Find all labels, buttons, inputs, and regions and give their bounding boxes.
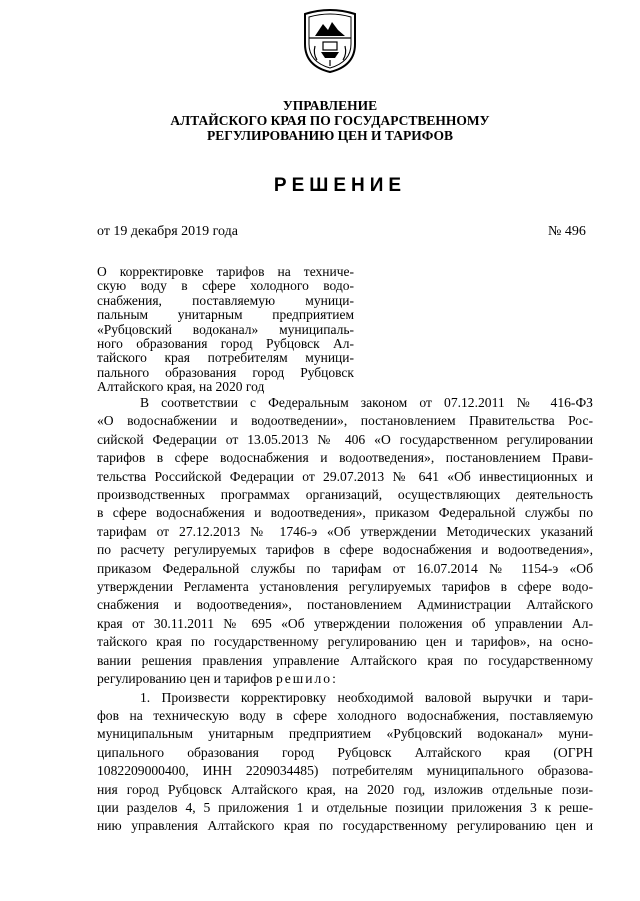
body-line: по расчету регулируемых тарифов в сфере водоснабжения и водоотведения»,	[97, 542, 593, 558]
subject-line: тайского края потребителям муници-	[97, 350, 354, 366]
subject-line: О корректировке тарифов на техниче-	[97, 264, 354, 279]
body-line: утверждении Регламента установления регулируемых тарифов в сфере водо-	[97, 579, 593, 595]
resolution-prefix: регулированию цен и тарифов	[97, 671, 276, 687]
body-line: 1082209000400, ИНН 2209034485) потребителям муниципального образова-	[97, 763, 593, 779]
document-subject	[97, 265, 354, 395]
org-line: РЕГУЛИРОВАНИЮ ЦЕН И ТАРИФОВ	[206, 128, 454, 143]
subject-line: пальным унитарным предприятием	[97, 307, 354, 323]
body-line: 1. Произвести корректировку необходимой валовой выручки и тари-	[140, 689, 593, 705]
body-line: производственных программах организаций, осуществляющих деятельность	[97, 487, 593, 503]
body-line: «О водоснабжении и водоотведении», постановлением Правительства Рос-	[97, 413, 593, 429]
subject-line: ного образования город Рубцовск Ал-	[97, 336, 354, 352]
body-line: края от 30.11.2011 № 695 «Об утверждении положения об управлении Ал-	[97, 615, 593, 631]
body-line: В соответствии с Федеральным законом от 07.12.2011 № 416-ФЗ	[140, 395, 593, 410]
subject-line: скую воду в сфере холодного водо-	[97, 278, 354, 294]
org-line: АЛТАЙСКОГО КРАЯ ПО ГОСУДАРСТВЕННОМУ	[170, 113, 490, 128]
body-line-resolution	[97, 670, 593, 688]
body-line: нию управления Алтайского края по государственному регулированию цен и	[97, 818, 593, 834]
body-line: тайского края по государственному регулированию цен и тарифов», на осно-	[97, 634, 593, 650]
coat-of-arms-icon	[301, 8, 359, 74]
body-line: ции разделов 4, 5 приложения 1 и отдельные позиции приложения 3 к реше-	[97, 799, 593, 815]
body-line: фов на техническую воду в сфере холодного водоснабжения, поставляемую	[97, 707, 593, 723]
document-number: № 496	[548, 224, 586, 239]
issuing-authority	[150, 98, 510, 143]
body-line: муниципальным унитарным предприятием «Рубцовский водоканал» муни-	[97, 726, 593, 742]
document-date: от 19 декабря 2019 года	[97, 224, 238, 239]
document-body	[97, 394, 593, 836]
body-line: вании решения правления управление Алтайского края по государственному	[97, 652, 593, 668]
body-line: ния город Рубцовск Алтайского края, на 2020 год, изложив отдельные пози-	[97, 781, 593, 797]
body-line: в сфере водоснабжения и водоотведения», приказом Федеральной службы по	[97, 505, 593, 521]
body-line: ципального образования город Рубцовск Алтайского края (ОГРН	[97, 744, 593, 760]
subject-line: снабжения, поставляемую муници-	[97, 292, 354, 308]
body-line: приказом Федеральной службы по тарифам от 16.07.2014 № 1154-э «Об	[97, 560, 593, 576]
subject-line: «Рубцовский водоканал» муниципаль-	[97, 321, 354, 337]
body-line: тельства Российской Федерации от 29.07.2013 № 641 «Об инвестиционных и	[97, 468, 593, 484]
body-line: сийской Федерации от 13.05.2013 № 406 «О государственном регулировании	[97, 431, 593, 447]
subject-line: пального образования город Рубцовск	[97, 364, 354, 380]
body-line: тарифов в сфере водоснабжения и водоотведения», постановлением Прави-	[97, 450, 593, 466]
body-line: тарифам от 27.12.2013 № 1746-э «Об утверждении Методических указаний	[97, 523, 593, 539]
body-line: снабжения и водоотведения», постановлением Администрации Алтайского	[97, 597, 593, 613]
resolution-verb: решило:	[275, 671, 338, 687]
subject-line: Алтайского края, на 2020 год	[97, 379, 265, 395]
org-line: УПРАВЛЕНИЕ	[282, 98, 378, 113]
document-title: РЕШЕНИЕ	[273, 175, 407, 196]
